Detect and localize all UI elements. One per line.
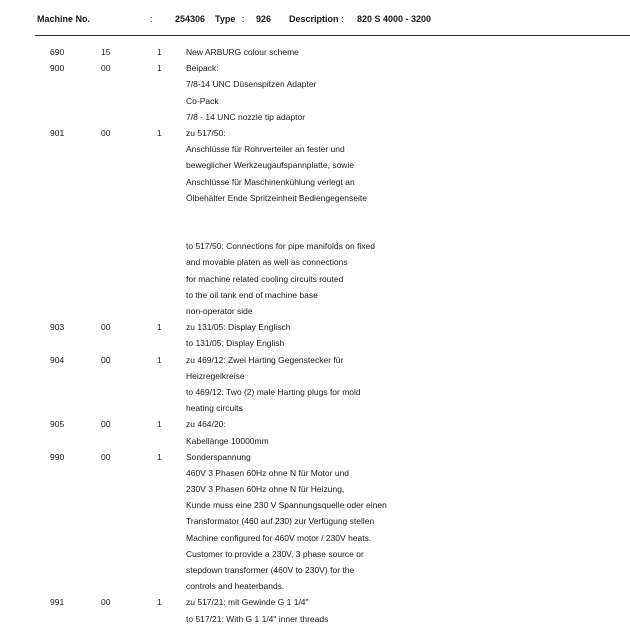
variant-code: 00 [101,322,111,333]
position-number: 903 [50,322,65,333]
description-line: zu 517/50: [186,127,226,138]
quantity: 1 [157,322,162,333]
description-line: to 131/05: Display English [186,338,285,349]
option-row [0,125,630,319]
quantity: 1 [157,63,162,74]
description-line: to 517/50: Connections for pipe manifolds on fixed [186,241,376,252]
description-line: zu 517/21: mit Gewinde G 1 1/4" [186,597,309,608]
position-number: 900 [50,63,65,74]
option-row [0,416,630,448]
option-row [0,44,630,60]
description-value: 820 S 4000 - 3200 [357,14,432,24]
variant-code: 00 [101,63,111,74]
description-line: Customer to provide a 230V, 3 phase source or [186,548,364,559]
option-row [0,352,630,417]
position-number: 990 [50,451,65,462]
position-number: 904 [50,354,65,365]
quantity: 1 [157,47,162,57]
quantity: 1 [157,354,162,365]
variant-code: 15 [101,47,111,57]
position-number: 901 [50,127,65,138]
description-line: 7/8 - 14 UNC nozzle tip adaptor [186,111,306,122]
description-line: Kabellänge 10000mm [186,435,269,446]
option-row [0,449,630,595]
quantity: 1 [157,127,162,138]
option-description [186,60,630,125]
description-line: controls and heaterbands. [186,581,285,592]
option-description [186,44,630,60]
description-line: to 517/21: With G 1 1/4" inner threads [186,613,329,624]
description-line: Kunde muss eine 230 V Spannungsquelle oder einen [186,500,387,511]
document-header [37,14,630,26]
description-line: non-operator side [186,306,253,316]
description-line: for machine related cooling circuits routed [186,273,344,284]
description-line: beweglicher Werkzeugaufspannplatte, sowie [186,160,355,171]
option-description [186,125,630,319]
option-description [186,416,630,448]
position-number: 905 [50,419,65,430]
description-line: 230V 3 Phasen 60Hz ohne N für Heizung, [186,484,345,495]
option-description [186,449,630,595]
option-description [186,352,630,417]
quantity: 1 [157,451,162,462]
description-line: New ARBURG colour scheme [186,47,299,57]
description-line: Ölbehälter Ende Spritzeinheit Bediengegenseite [186,192,367,203]
description-line: 460V 3 Phasen 60Hz ohne N für Motor und [186,467,350,478]
machine-no-label: Machine No. [37,14,91,24]
header-divider [35,35,630,36]
machine-number: 254306 [175,14,206,24]
description-line: heating circuits [186,403,243,414]
description-line: and movable platen as well as connections [186,257,348,268]
description-line: to 469/12: Two (2) male Harting plugs for mold [186,386,361,397]
position-number: 991 [50,597,65,608]
variant-code: 00 [101,127,111,138]
description-line: Anschlüsse für Maschinenkühlung verlegt an [186,176,355,187]
description-line: Anschlüsse für Rohrverteiler an fester und [186,144,345,155]
option-description [186,319,630,351]
description-line: to the oil tank end of machine base [186,289,318,300]
variant-code: 00 [101,354,111,365]
type-label: Type [215,14,236,24]
description-line: zu 469/12: Zwei Harting Gegenstecker für [186,354,344,365]
quantity: 1 [157,419,162,430]
option-row [0,60,630,125]
description-line [186,206,630,222]
type-value: 926 [256,14,272,24]
type-colon: : [242,14,245,24]
option-description [186,594,630,626]
machine-no-colon: : [150,14,153,24]
description-line: Machine configured for 460V motor / 230V heats. [186,532,372,543]
quantity: 1 [157,597,162,608]
description-line: zu 131/05: Display Englisch [186,322,291,333]
description-line [186,222,630,238]
description-line: Sonderspannung [186,451,251,462]
variant-code: 00 [101,451,111,462]
description-line: Transformator (460 auf 230) zur Verfügung stellen [186,516,375,527]
description-line: zu 464/20: [186,419,226,430]
position-number: 690 [50,47,65,57]
description-line: stepdown transformer (460V to 230V) for the [186,565,355,575]
option-row [0,319,630,351]
description-line: 7/8-14 UNC Düsenspitzen Adapter [186,79,317,90]
description-line: Co-Pack [186,95,219,106]
option-list [0,44,630,627]
description-line: Beipack: [186,63,219,74]
variant-code: 00 [101,597,111,608]
description-line: Heizregelkreise [186,370,245,381]
variant-code: 00 [101,419,111,430]
description-label: Description : [289,14,345,24]
option-row [0,594,630,626]
